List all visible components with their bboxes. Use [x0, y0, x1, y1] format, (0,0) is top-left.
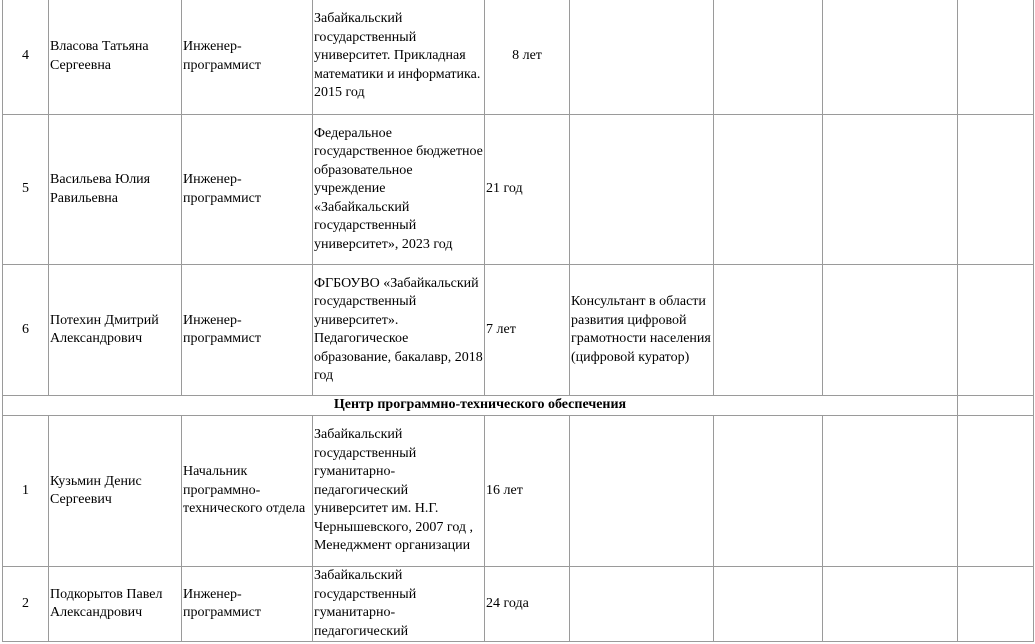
- table-row: [3, 115, 1034, 265]
- employee-extra: [570, 567, 714, 642]
- empty-cell: [714, 0, 823, 115]
- employee-name: Кузьмин Денис Сергеевич: [49, 416, 182, 567]
- employee-education: Забайкальский государственный гуманитарно-педагогический: [313, 567, 485, 642]
- empty-cell: [714, 115, 823, 265]
- empty-cell: [958, 416, 1034, 567]
- row-number: 1: [3, 416, 49, 567]
- employee-name: Потехин Дмитрий Александрович: [49, 265, 182, 396]
- row-number: 5: [3, 115, 49, 265]
- employee-education: Забайкальский государственный университет. Прикладная математики и информатика. 2015 год: [313, 0, 485, 115]
- employee-position: Инженер-программист: [182, 115, 313, 265]
- employee-extra: [570, 416, 714, 567]
- empty-cell: [714, 265, 823, 396]
- row-number: 6: [3, 265, 49, 396]
- employee-extra: [570, 115, 714, 265]
- empty-cell: [714, 416, 823, 567]
- table-row: [3, 416, 1034, 567]
- employee-position: Начальник программно-технического отдела: [182, 416, 313, 567]
- employee-experience: 21 год: [485, 115, 570, 265]
- empty-cell: [714, 567, 823, 642]
- employee-position: Инженер-программист: [182, 0, 313, 115]
- staff-table: [2, 0, 1034, 642]
- section-title: Центр программно-технического обеспечения: [3, 396, 958, 416]
- employee-extra: Консультант в области развития цифровой грамотности населения (цифровой куратор): [570, 265, 714, 396]
- employee-name: Подкорытов Павел Александрович: [49, 567, 182, 642]
- empty-cell: [958, 567, 1034, 642]
- employee-education: Федеральное государственное бюджетное образовательное учреждение «Забайкальский государственный университет», 2023 год: [313, 115, 485, 265]
- employee-experience: 8 лет: [485, 0, 570, 115]
- employee-position: Инженер-программист: [182, 567, 313, 642]
- empty-cell: [823, 567, 958, 642]
- table-row: [3, 0, 1034, 115]
- employee-education: Забайкальский государственный гуманитарно-педагогический университет им. Н.Г. Чернышевского, 2007 год , Менеджмент организации: [313, 416, 485, 567]
- employee-extra: [570, 0, 714, 115]
- employee-name: Власова Татьяна Сергеевна: [49, 0, 182, 115]
- section-row: [3, 396, 1034, 416]
- empty-cell: [823, 115, 958, 265]
- empty-cell: [823, 0, 958, 115]
- empty-cell: [823, 265, 958, 396]
- empty-cell: [958, 0, 1034, 115]
- employee-position: Инженер-программист: [182, 265, 313, 396]
- empty-cell: [958, 265, 1034, 396]
- empty-cell: [958, 115, 1034, 265]
- empty-cell: [823, 416, 958, 567]
- employee-experience: 16 лет: [485, 416, 570, 567]
- table-row: [3, 567, 1034, 642]
- table-row: [3, 265, 1034, 396]
- employee-experience: 7 лет: [485, 265, 570, 396]
- employee-experience: 24 года: [485, 567, 570, 642]
- row-number: 2: [3, 567, 49, 642]
- employee-education: ФГБОУВО «Забайкальский государственный университет». Педагогическое образование, бакалавр, 2018 год: [313, 265, 485, 396]
- employee-name: Васильева Юлия Равильевна: [49, 115, 182, 265]
- empty-cell: [958, 396, 1034, 416]
- row-number: 4: [3, 0, 49, 115]
